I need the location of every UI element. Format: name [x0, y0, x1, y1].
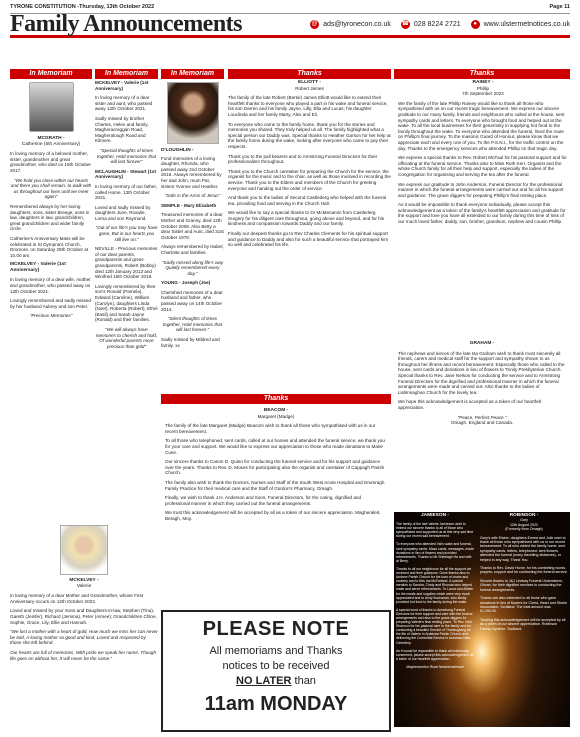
robinson-name: ROBINSON - — [509, 513, 539, 518]
mclaughlin-text: In loving memory of our father, called Home, 13th October 2021. — [95, 183, 158, 201]
publication-date: TYRONE CONSTITUTION -Thursday, 13th October 2022 — [10, 4, 155, 10]
mckelvey-text-1: In loving memory of a dear wife, mother and grandmother, who passed away on 12th October 2021. — [10, 277, 91, 294]
jamieson-p4: A special word of thanks to Armstrong Funeral Directors for their support and care with the funeral arrangements and also to the grave-diggers for preparing Valerie's final resting place. To Rev. Nick Shannon for his pastoral care to the family and for conducting a beautiful Service of Thanksgiving for the life of Valerie in Ardstraw Parish Church and delivering the Committal Service in Ardstraw New Cemetery. — [396, 607, 473, 645]
young-text: Cherished memories of a dear husband and father, who passed away on 14th October 2014. — [161, 289, 223, 312]
rainey-p1: We the family of the late Phillip Rainey would like to thank all those who sympathised with us on our recent tragic bereavement. We express our sincere gratitude to our many family, friends and neighbours who called at the house, sent sympathy cards and letters. To everyone who brought food and helped out at the wake. To all the local businesses for their generosity in supplying hot food to the family throughout the wake. To everyone who attended the funeral, lined the route on Phillip's final journey. To the masonic Guard of Honour, please know that we appreciate each and every one of you. To the P.S.N.I., for the traffic control on the day. Thanks to the emergency services who attended Phillip on that tragic day. — [398, 100, 565, 151]
mckelvey-subtitle-3: Valerie — [76, 583, 92, 589]
mcgrath-photo — [29, 82, 74, 132]
robinson-notice — [478, 512, 570, 727]
mcgrath-verse: "We hold you close within our hearts and there you shall remain, to walk with us throughout our lives until we meet again" — [10, 177, 92, 200]
robinson-former: (Formerly from Omagh) — [505, 527, 543, 532]
column-3 — [161, 80, 224, 392]
please-note-deadline: 11am MONDAY — [204, 693, 348, 715]
mclaughlin-verse: "Out of our life's you may have gone, But in our hearts you still live on." — [95, 225, 158, 242]
elliott-p5: And thank you to the ladies of Second Castlederg who helped with the funeral tea, providing food and serving in the Church Hall. — [228, 195, 387, 206]
doughlin-verse: "Safe in the Arms of Jesus" — [164, 193, 221, 199]
mclaughlin-name: MCLAUGHLIN - Stewart (1st Anniversary) — [95, 168, 156, 180]
elliott-p6: We would like to say a special thanks to Dr McMenamin from Castlederg Surgery for his diligent care throughout, going above and beyond, and for his kindness and compassion towards Daddy and our family. — [228, 210, 385, 227]
doughlin-name: D'LOUGHLIN - — [161, 148, 194, 153]
young-verse: "Silent thoughts of times together, Hold memories that will last forever." — [163, 316, 222, 333]
elliott-p1: The family of the late Robert (Bertie) James Elliott would like to extend their heartfelt thanks to everyone who played a part in his wake and funeral service, his son Darren and his family Jayne, Lilly, Ella and Lucas; his daughter Louclinda and her family Marty, Alex and Eli. — [228, 95, 388, 117]
jamieson-anchor — [394, 470, 402, 476]
mckelvey-verse-3a: "We lost a mother with a heart of gold, How much we miss her can never be told, A loving mother so good and kind, Loved and respected by those she left behind. — [10, 629, 158, 646]
please-note-line2: notices to be received — [222, 660, 330, 672]
graham-p1: The nephews and nieces of the late Isa Graham wish to thank most sincerely all friends, carers and medical staff for the support and sympathy shown to us throughout her illness and recent bereavement. Especially those who called to the house, sent cards and donations in lieu of flowers to Trinity Presbyterian Church. Special thanks to Rev. Jane Nelson for conducting the service and to Armstrong Funeral Directors for the dignified and professional manner in which the funeral arrangements were made and carried out. Also thanks to the ladies of Lislimnaghan Church for the lovely tea. — [398, 350, 565, 395]
mckelvey-verse-2: "Special thoughts of times together, Hold memories that will last forever" — [97, 147, 156, 165]
contact-email[interactable]: ads@tyronecon.co.uk — [323, 21, 391, 28]
please-note-box — [161, 610, 391, 732]
elliott-p2: To everyone who came to the family home, thank you for the stories and memories you shared. They truly helped us all. The family highlighted what a special person our Daddy was. Special thanks to Heather Garson for her help at the family home during the wake, looking after everyone who came to pay their respects. — [228, 121, 391, 149]
elliott-name: ELLIOTT - — [298, 80, 321, 85]
rainey-name: RAINEY - — [472, 80, 494, 85]
beacom-p1: The family of the late Margaret (Madge) Beacom wish to thank all those who sympathised with us in our recent bereavement. — [165, 423, 376, 434]
doughlin-text: Fond memories of a loving daughter, Rhonda, who passed away 2nd October 2018. Always remembered by her dad John, mum Pat, sisters Yvonne and Heather. — [161, 155, 222, 189]
rainey-p4: As it would be impossible to thank everyone individually, please accept this acknowledgement as a token of the family's heartfelt appreciation and gratitude for the support and love you have all extended to our family during this time of loss of our much loved father, daddy, son, brother, grandson, nephew and cousin Phillip. — [398, 202, 566, 225]
mckelvey-family-2: Sadly missed by brother Charles, Helen and family, Magheracreggan Road, Magheralough Road and Kilmore. — [95, 115, 149, 144]
semple-family: Always remembered by Isabel, Charlotte and families. — [161, 244, 224, 255]
section-thanks-2: Thanks — [394, 69, 570, 79]
rainey-date: 7th September 2022 — [462, 91, 504, 97]
mckelvey-photo — [60, 525, 108, 575]
section-in-memoriam-3: In Memoriam — [161, 69, 224, 79]
please-note-line1: All memoriams and Thanks — [209, 645, 343, 657]
section-thanks-1: Thanks — [228, 69, 391, 79]
elliott-p7: Finally our deepest thanks go to Rev Charles Clements for his spiritual support and guidance to Daddy and also for such a beautiful service that portrayed him so well and celebrated his life. — [228, 231, 389, 248]
contact-website[interactable]: www.ulstermetnotices.co.uk — [483, 21, 570, 28]
mckelvey-name-3: MCKELVEY - — [69, 578, 99, 583]
column-1 — [10, 80, 92, 520]
graham-verse: "Peace, Perfect Peace." — [457, 414, 507, 420]
mckelvey-p2: Loved and missed by your Sons and Daughters-in-law, Stephen (Tina), Gareth (Jenifer), Richard (Jemma), Peter (Aimee); Grandchildren Chloe, Sophie, Grace, Lily, Ellie and Hannah. — [10, 608, 157, 625]
mclaughlin-family: Loved and sadly missed by daughters June, Rosalie, Lorna and son Raymond. — [95, 204, 151, 221]
robinson-p2: Thanks to Rev. David Horne, for his comforting words, prayers, support and for conducting the funeral service. — [480, 566, 568, 575]
graham-p2: We hope this acknowledgement is accepted as a token of our heartfelt appreciation. — [398, 399, 541, 410]
jamieson-name: JAMIESON - — [421, 513, 449, 518]
column-5 — [398, 80, 568, 335]
phone-icon: ☎ — [401, 21, 410, 27]
jamieson-notice — [394, 512, 476, 727]
mckelvey-name-2: MCKELVEY - Valerie (1st Anniversary) — [95, 80, 149, 91]
robinson-p5: Trusting this acknowledgement will be accepted by all as a token of our sincere appreciation. Robinson Family, Ayrshire, Scotland. — [480, 617, 566, 631]
beacom-p6: We trust this acknowledgement will be accepted by all as a token of our sincere appreciation. Magheraleit, Beragh, Moy. — [165, 510, 381, 521]
elliott-subtitle: Robert James — [295, 85, 324, 91]
column-2 — [95, 80, 158, 395]
neville-text: NEVILLE - Precious memories of our dear parents, grandparents and great-grandparents, Robert (Bobby) died 12th January 2013 and Winifred 15th October 2019. — [95, 246, 158, 280]
beacom-p4: The family also wish to thank the Doctors, Nurses and Staff of the South West Acute Hospital and Drumragh Family Practice for their medical care and the Staff of Gordon's Pharmacy, Omagh. — [165, 479, 385, 491]
graham-location: Omagh, England and Canada. — [450, 420, 514, 426]
mcgrath-subtitle: Catherine (5th Anniversary) — [21, 141, 81, 147]
rainey-p2: We express a special thanks to Rev. Robert McFaul for his pastoral support and for officiating at the funeral service. Thanks also to Miss Ruth Kerr, Organist and the whole Church family for all their help and support, especially the ladies of the Congregation for organising and serving the tea after the funeral. — [398, 155, 567, 177]
mckelvey-notice-3 — [10, 525, 158, 730]
young-family: Sadly missed by Mildred and family. xx — [161, 337, 220, 348]
robinson-p1: Gary's wife Elaine, daughters Emma and Julie wish to thank all those who sympathised with us in our recent bereavement. To all who visited the family home, sent sympathy cards, letters, telephoned, sent flowers, attended the funeral (many travelling distances), or helped in any way, Thank You. — [480, 535, 566, 562]
beacom-p2: To all those who telephoned, sent cards, called at our homes and attended the funeral service, we thank you for your care and support. We would like to express our appreciation to those who made donations to Marie Curie. — [165, 438, 385, 455]
section-header — [10, 11, 570, 38]
column-4 — [228, 80, 391, 392]
jamieson-location: Magheracolton Road Newtownstewart — [406, 664, 464, 669]
mcgrath-mass: Catherine's Anniversary Mass will be celebrated in St Dympna's Church, Dromore, on Saturday 29th October at 10.00 am. — [10, 235, 89, 258]
jamieson-p1: The family of the late Valerie Jamieson wish to extend our sincere thanks to all of those who sympathised and supported us at this very sad time during our recent sad bereavement. — [396, 522, 474, 539]
contact-bar — [310, 20, 570, 29]
mckelvey-verse-3b: Our hearts are full of memories, With pride we speak her name, Though life goes on without her, It will never be the same." — [10, 649, 157, 661]
mckelvey-family-1: Lovingly remembered and sadly missed by her husband Aubrey and son Peter. — [10, 298, 91, 309]
mckelvey-name-1: MCKELVEY - Valerie (1st Anniversary) — [10, 262, 66, 273]
semple-name: SEMPLE - Mary Elizabeth — [161, 202, 217, 208]
mckelvey-text-2: In loving memory of a dear sister and aunt, who passed away 12th October 2021. — [95, 95, 153, 112]
section-in-memoriam-2: In Memoriam — [95, 69, 158, 79]
contact-phone[interactable]: 028 8224 2721 — [413, 21, 461, 28]
graham-name: GRAHAM - — [469, 341, 495, 346]
rainey-p3: We express our gratitude to John Anderson, Funeral Director for the professional manner in which the funeral arrangements were carried out and for all his support and guidance. The grave diggers for preparing Phillip's final resting place. — [398, 181, 564, 198]
mckelvey-p1: In loving memory of a dear Mother and Grandmother, whose First Anniversary occurs on 12th October 2022. — [10, 593, 144, 604]
mcgrath-text: In loving memory of a beloved mother, sister, grandmother and great grandmother, who died on 15th October 2017. — [10, 151, 91, 173]
beacom-notice — [161, 405, 391, 605]
please-note-line3: NO LATER than — [236, 675, 316, 687]
elliott-p4: Thank you to the Church caretaker for preparing the Church for the service, the organist for the music and to the choir, as well as those involved in recording the service. Thank you to the Elders and members of the Church for greeting everyone and handing out the order of service. — [228, 168, 391, 191]
rainey-subtitle: Phillip — [476, 85, 490, 91]
robinson-p4: Thanks are also extended to all those who gave donations in lieu of flowers for Chest, Heart and Stroke Association, Scotland. The total amount was £1,250.00. — [480, 596, 568, 614]
neville-family: Lovingly remembered by their son's Ronald (Pamela), Edward (Caroline), William (Carolyn), daughters Linda (Noel), Roberta (Robert), Ethel (Basil) and Sarah-Jayne (Ronald) and their families. — [95, 283, 158, 323]
neville-verse: "We will always have memories to cherish and hold, Of wonderful parents more precious than gold" — [95, 326, 158, 349]
please-note-title: PLEASE NOTE — [202, 618, 350, 640]
beacom-p3: Our sincere thanks to Canon D. Quinn for conducting the funeral service and for his support and guidance over the years. Thanks to Rev. D. Moses for participating also the organist and caretaker of Cappagh Parish Church. — [165, 459, 385, 476]
page-title: Family Announcements — [10, 11, 243, 37]
robinson-p3: Sincere thanks to J&J Lindsay Funeral Undertakers, Girvan, for their dignified services in conducting the funeral arrangements. — [480, 578, 563, 592]
robinson-date: 12th August 2022 — [510, 522, 538, 527]
doughlin-photo — [167, 82, 219, 144]
web-icon: ● — [471, 20, 480, 29]
beacom-subtitle: Margaret (Madge) — [257, 413, 295, 419]
section-thanks-3: Thanks — [161, 394, 391, 404]
page-number: Page 11 — [549, 4, 570, 10]
mckelvey-verse-1: "Precious Memories" — [29, 313, 73, 319]
jamieson-p5: As it would be impossible to thank all individually concerned, please accept this acknowledgement as a token of our heartfelt appreciation. — [396, 648, 474, 661]
jamieson-p3: Thanks to all our neighbours for all the support we received and their guidance. Once thanks also to Andrew Parish Church for the loan of chairs and cookery and to Mrs Ina McFarland. A special mention to Sandra, Cindy and Rhonda who helped make and serve refreshments. To Laura and Allister for the meals and supplies which were very much appreciated and to Andy Buchanan, who kindly provided hot food to the family during the wake. — [396, 566, 474, 604]
mcgrath-family: Remembered always by her loving daughters, sons, sister Breege, sons in law, daughters in law, grandchildren, great grandchildren and wider family circle. — [10, 203, 90, 232]
spacer — [300, 0, 308, 6]
robinson-subtitle: Gary — [520, 518, 528, 523]
mcgrath-name: MCGRATH - — [37, 136, 65, 141]
semple-text: Treasured memories of a dear Mother and Granny, died 12th October 2008. Also Betty a dear Sister and Aunt, died 31st October 1978. — [161, 212, 224, 240]
email-icon: @ — [311, 21, 318, 27]
young-name: YOUNG - Joseph (Joe) — [161, 280, 211, 286]
beacom-p5: Finally, we wish to thank J.H. Anderson and Sons, Funeral Directors, for the caring, dignified and professional manner in which they carried out the funeral arrangements. — [165, 495, 362, 506]
elliott-p3: Thank you to the pall bearers and to Armstrong Funeral Directors for their professionalism throughout. — [228, 153, 378, 165]
beacom-name: BEACOM - — [263, 408, 289, 413]
jamieson-p2: To everyone who attended Val's wake and funeral, sent sympathy cards, Mass cards, messages, made donations in lieu of flowers and provided refreshments. Thanks to Mr Sheelagh Ha and wife at Berry. — [396, 542, 475, 563]
graham-notice — [394, 338, 570, 508]
section-in-memoriam-1: In Memoriam — [10, 69, 92, 79]
semple-verse: "Sadly missed along life's way Quietly remembered every day." — [161, 259, 224, 276]
